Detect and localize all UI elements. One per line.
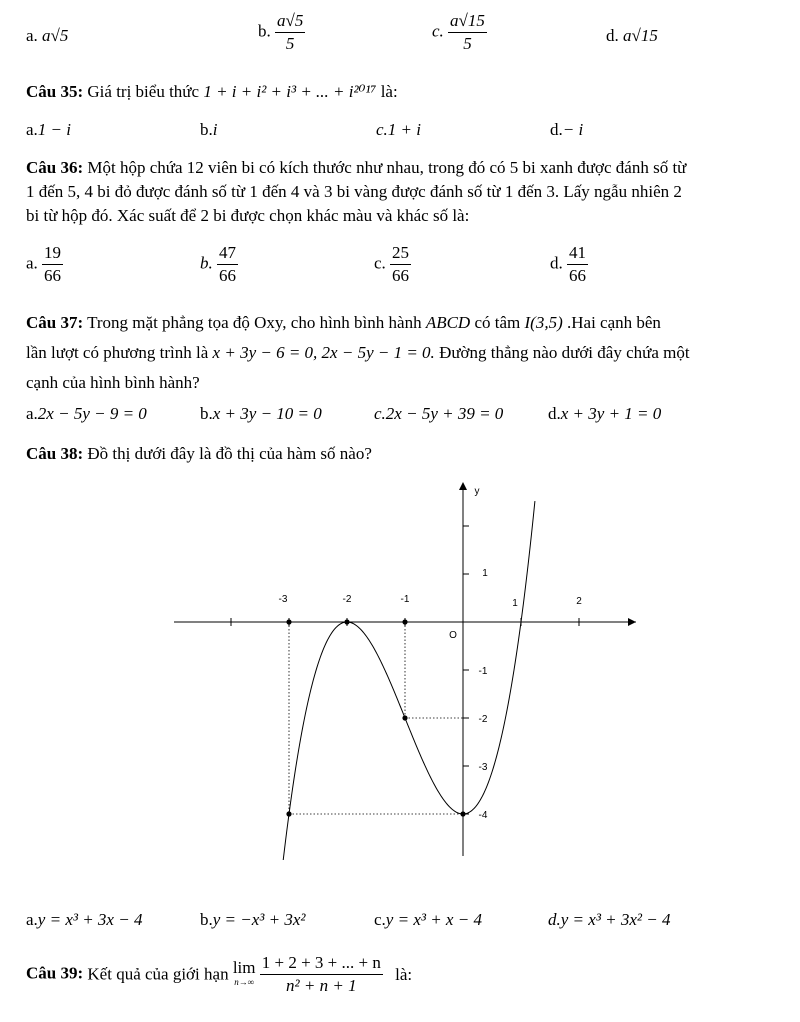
option-label: c. — [374, 910, 386, 929]
question-text: .Hai cạnh bên — [567, 313, 661, 332]
x-axis-arrow — [628, 618, 636, 626]
fraction-num: 1 + 2 + 3 + ... + n — [260, 952, 383, 975]
option-expr: y = −x³ + 3x² — [212, 910, 306, 929]
option-fraction — [390, 242, 411, 287]
option-label: b. — [200, 910, 213, 929]
option-label: b. — [200, 253, 213, 273]
x-tick-label: 1 — [512, 598, 518, 609]
option-label: b. — [200, 120, 213, 139]
function-graph — [170, 478, 650, 860]
option-label: a. — [26, 910, 38, 929]
option-fraction — [448, 10, 487, 55]
limit-operator — [232, 957, 256, 989]
fraction-den: 66 — [219, 266, 236, 285]
option-fraction — [275, 10, 305, 55]
q38-option-b[interactable] — [200, 910, 306, 930]
option-label: a. — [26, 26, 38, 45]
y-tick-label: -1 — [478, 666, 488, 677]
question-tail: là: — [395, 964, 413, 984]
question-line: bi từ hộp đó. Xác suất để 2 bi được chọn khác màu và khác số là: — [26, 206, 470, 225]
fraction-num: 25 — [390, 242, 411, 265]
q36-option-a[interactable] — [26, 242, 63, 287]
x-tick-label: -3 — [278, 594, 288, 605]
question-tail: là: — [380, 82, 398, 101]
option-expr: 1 + i — [387, 120, 421, 139]
y-tick-label: -4 — [478, 810, 488, 821]
q38-stem — [26, 444, 372, 464]
marked-point — [402, 619, 407, 624]
graph-labels — [279, 486, 583, 821]
graph-guides — [289, 622, 463, 814]
q35-option-a[interactable] — [26, 120, 71, 140]
question-title: Câu 38: — [26, 444, 84, 463]
question-expr: 1 + i + i² + i³ + ... + i²⁰¹⁷ — [203, 82, 377, 101]
q38-option-a[interactable] — [26, 910, 142, 930]
question-text: Giá trị biểu thức — [87, 82, 200, 101]
fraction-num: a√5 — [275, 10, 305, 33]
question-text: có tâm — [474, 313, 521, 332]
q36-option-b[interactable] — [200, 242, 238, 287]
option-fraction — [42, 242, 63, 287]
option-expr: x + 3y + 1 = 0 — [560, 404, 662, 423]
fraction-den: 5 — [285, 34, 295, 53]
option-expr: y = x³ + x − 4 — [385, 910, 482, 929]
question-title: Câu 35: — [26, 82, 84, 101]
marked-point — [402, 715, 407, 720]
option-label: d. — [550, 120, 563, 139]
option-label: c. — [376, 120, 388, 139]
question-title: Câu 39: — [26, 963, 84, 983]
limit-word: lim — [232, 957, 256, 977]
option-label: d. — [550, 253, 563, 273]
option-label: b. — [258, 21, 271, 41]
fraction-num: 47 — [217, 242, 238, 265]
q35-option-d[interactable] — [550, 120, 583, 140]
x-tick-label: -2 — [342, 594, 352, 605]
fraction-num: 41 — [567, 242, 588, 265]
q34-option-a[interactable] — [26, 26, 68, 46]
option-label: c. — [432, 21, 444, 41]
option-label: c. — [374, 253, 386, 273]
fraction-den: 66 — [569, 266, 586, 285]
question-expr: ABCD — [425, 313, 471, 332]
origin-label: O — [449, 630, 457, 641]
question-text: Đường thẳng nào dưới đây chứa một — [439, 343, 690, 362]
q39-stem — [26, 952, 412, 997]
option-label: c. — [374, 404, 386, 423]
q37-option-b[interactable] — [200, 404, 322, 424]
x-tick-label: -1 — [400, 594, 410, 605]
option-label: d. — [548, 910, 561, 929]
q34-option-d[interactable] — [606, 26, 658, 46]
option-label: d. — [548, 404, 561, 423]
graph-points — [286, 619, 465, 816]
fraction-den: n² + n + 1 — [286, 976, 357, 995]
option-expr: x + 3y − 10 = 0 — [212, 404, 322, 423]
question-line: cạnh của hình bình hành? — [26, 373, 200, 392]
y-tick-label: 1 — [482, 568, 488, 579]
option-label: a. — [26, 404, 38, 423]
fraction-den: 5 — [463, 34, 472, 53]
y-axis-label: y — [474, 486, 480, 497]
option-fraction — [217, 242, 238, 287]
option-expr: y = x³ + 3x − 4 — [37, 910, 143, 929]
question-title: Câu 36: — [26, 158, 84, 177]
question-line: 1 đến 5, 4 bi đỏ được đánh số từ 1 đến 4 và 3 bi vàng được đánh số từ 1 đến 3. Lấy ngẫu nhiên 2 — [26, 182, 682, 201]
function-curve — [283, 501, 535, 860]
question-expr: I(3,5) — [524, 313, 563, 332]
option-label: d. — [606, 26, 619, 45]
fraction-num: 19 — [42, 242, 63, 265]
question-text: lần lượt có phương trình là — [26, 343, 209, 362]
option-expr: 2x − 5y − 9 = 0 — [37, 404, 147, 423]
question-line: Một hộp chứa 12 viên bi có kích thước như nhau, trong đó có 5 bi xanh được đánh số từ — [87, 158, 687, 177]
q36-option-d[interactable] — [550, 242, 588, 287]
y-axis-arrow — [459, 482, 467, 490]
q34-option-b[interactable] — [258, 10, 305, 55]
y-tick-label: -2 — [478, 714, 488, 725]
question-title: Câu 37: — [26, 313, 84, 332]
option-expr: − i — [562, 120, 584, 139]
x-tick-label: 2 — [576, 596, 582, 607]
q35-option-c[interactable] — [376, 120, 421, 140]
option-expr: 2x − 5y + 39 = 0 — [385, 404, 504, 423]
q37-option-a[interactable] — [26, 404, 147, 424]
option-fraction — [567, 242, 588, 287]
q37-stem — [26, 308, 786, 398]
q37-option-d[interactable] — [548, 404, 661, 424]
question-expr: x + 3y − 6 = 0, 2x − 5y − 1 = 0. — [212, 343, 435, 362]
q36-stem — [26, 156, 786, 228]
question-text: Kết quả của giới hạn — [87, 964, 229, 984]
option-label: b. — [200, 404, 213, 423]
fraction-den: 66 — [44, 266, 62, 285]
marked-point — [460, 811, 465, 816]
marked-point — [344, 619, 349, 624]
q34-option-c[interactable] — [432, 10, 487, 55]
marked-point — [286, 811, 291, 816]
option-expr: 1 − i — [37, 120, 71, 139]
q36-option-c[interactable] — [374, 242, 411, 287]
option-label: a. — [26, 253, 38, 273]
question-text: Trong mặt phẳng tọa độ Oxy, cho hình bình hành — [87, 313, 422, 332]
option-expr: a√5 — [42, 26, 69, 45]
option-label: a. — [26, 120, 38, 139]
limit-fraction — [260, 952, 383, 997]
question-text: Đồ thị dưới đây là đồ thị của hàm số nào? — [87, 444, 372, 463]
marked-point — [286, 619, 291, 624]
q37-option-c[interactable] — [374, 404, 503, 424]
option-expr: a√15 — [623, 26, 658, 45]
q35-stem — [26, 82, 398, 102]
fraction-num: a√15 — [448, 10, 487, 33]
q38-option-c[interactable] — [374, 910, 482, 930]
q35-option-b[interactable] — [200, 120, 217, 140]
q38-option-d[interactable] — [548, 910, 671, 930]
option-expr: y = x³ + 3x² − 4 — [560, 910, 671, 929]
limit-subscript: n→∞ — [234, 976, 255, 987]
option-expr: i — [212, 120, 218, 139]
fraction-den: 66 — [392, 266, 410, 285]
y-tick-label: -3 — [478, 762, 488, 773]
